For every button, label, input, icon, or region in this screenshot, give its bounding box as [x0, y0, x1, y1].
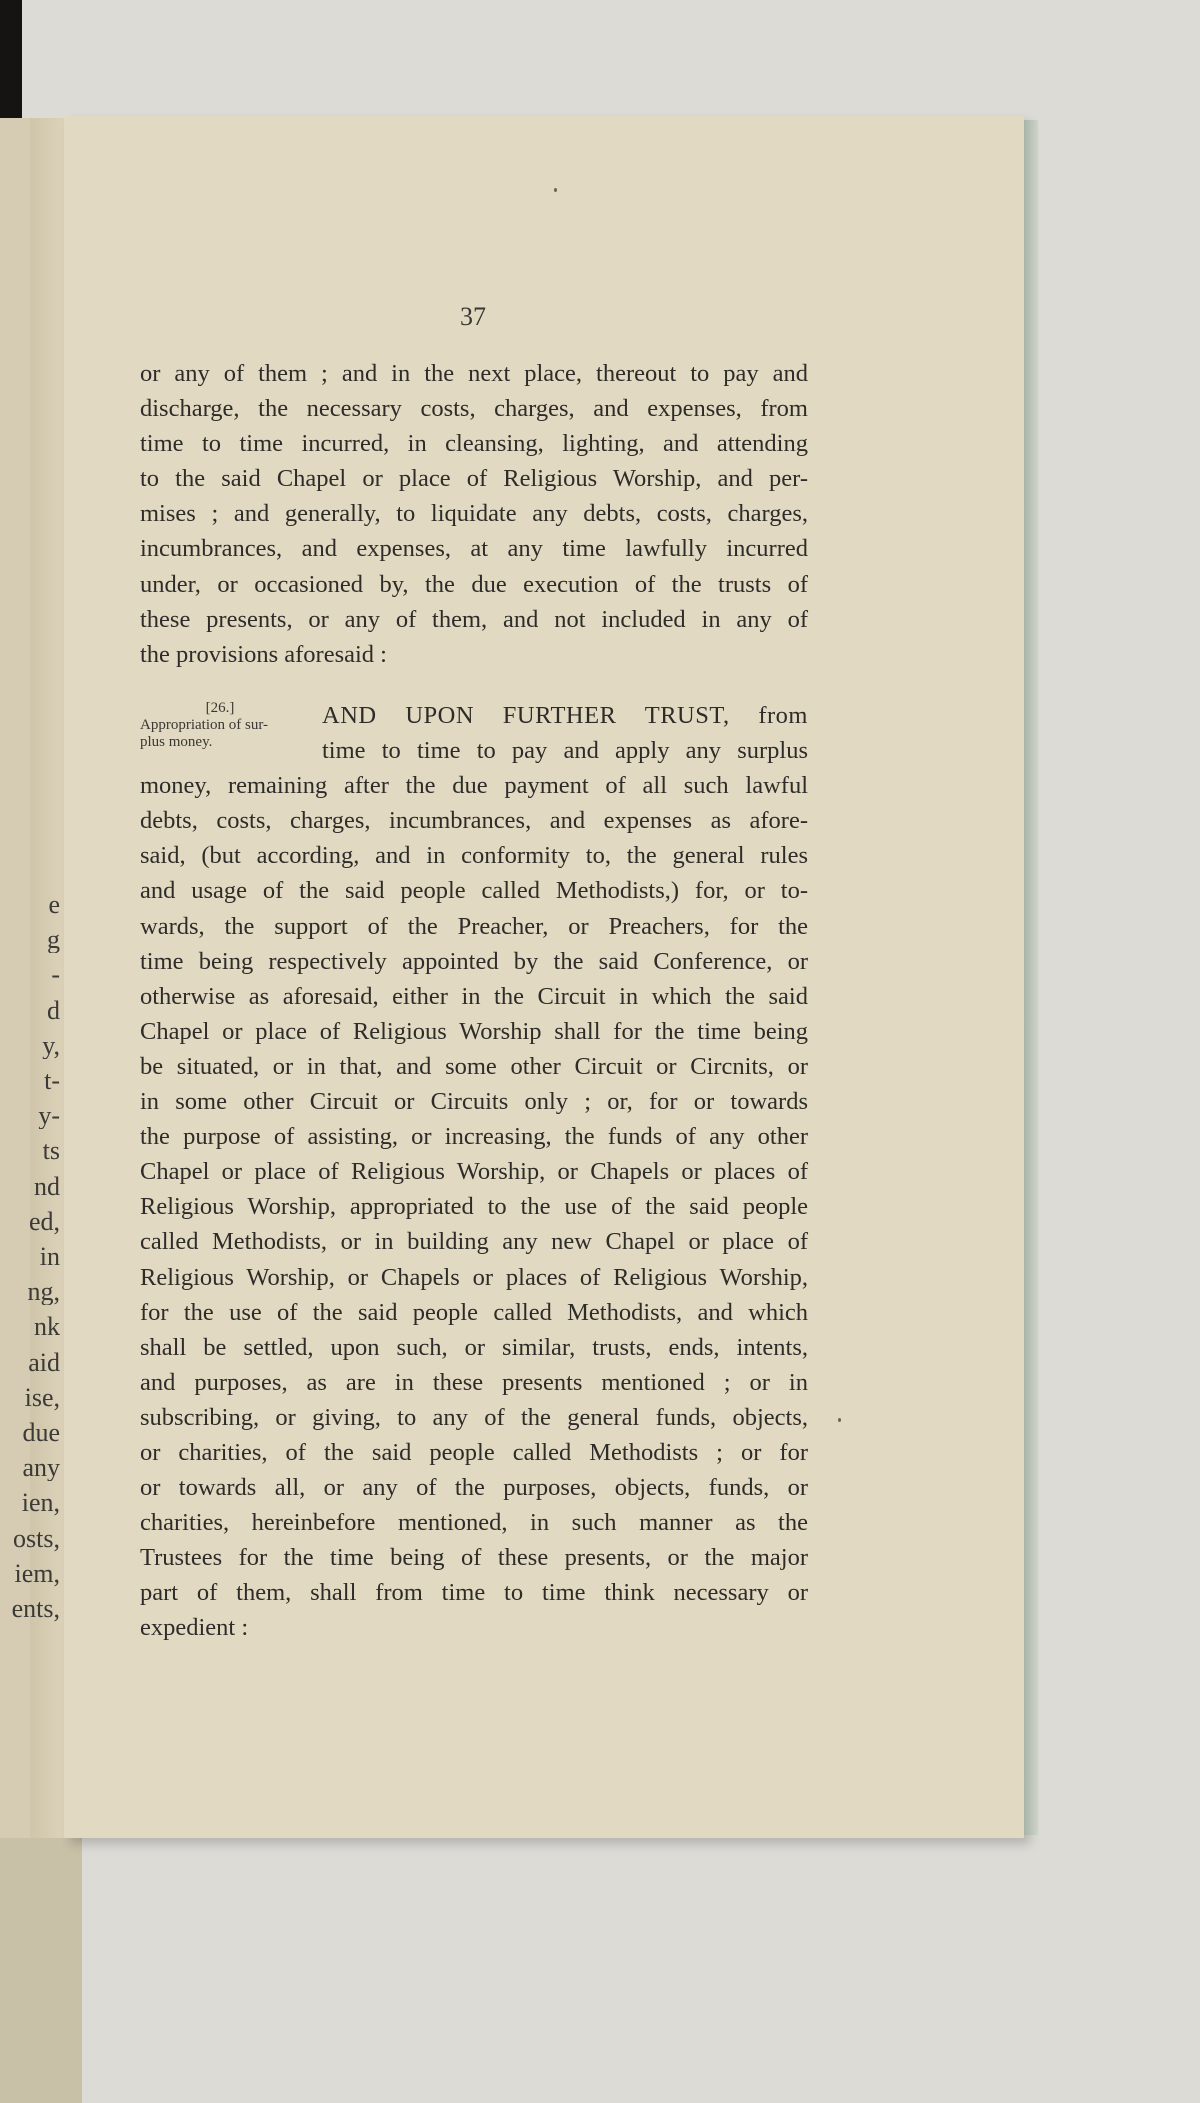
- facing-page-fragment: t-: [44, 1068, 60, 1094]
- text-line: Chapel or place of Religious Worship shall for the time being: [140, 1017, 808, 1045]
- paper-speck: [554, 188, 557, 192]
- text-line: Trustees for the time being of these presents, or the major: [140, 1544, 808, 1572]
- facing-page-fragment: e: [48, 892, 60, 918]
- text-line: in some other Circuit or Circuits only ; or, for or towards: [140, 1088, 808, 1116]
- margin-note-number: [26.]: [205, 700, 235, 716]
- text-line: the purpose of assisting, or increasing, the funds of any other: [140, 1123, 808, 1151]
- text-line: or charities, of the said people called Methodists ; or for: [140, 1438, 808, 1466]
- facing-page-fragment: d: [47, 997, 60, 1024]
- facing-page-fragment: iem,: [14, 1560, 60, 1587]
- facing-page-fragment: g: [47, 927, 60, 954]
- text-line: Religious Worship, or Chapels or places of Religious Worship,: [140, 1263, 808, 1291]
- facing-page-fragment: -: [51, 962, 60, 989]
- text-line: charities, hereinbefore mentioned, in such manner as the: [140, 1509, 808, 1537]
- facing-page-fragment: nk: [34, 1314, 60, 1341]
- text-line: part of them, shall from time to time think necessary or: [140, 1579, 808, 1607]
- facing-page-fragment: y-: [38, 1103, 60, 1130]
- text-line: the provisions aforesaid :: [140, 640, 387, 668]
- page-stack-edge: [1024, 120, 1038, 1835]
- text-line: Chapel or place of Religious Worship, or Chapels or places of: [140, 1158, 808, 1186]
- text-line: wards, the support of the Preacher, or Preachers, for the: [140, 912, 808, 940]
- text-line: to the said Chapel or place of Religious Worship, and per-: [140, 465, 808, 493]
- paper-speck: [838, 1418, 841, 1422]
- text-line: and purposes, as are in these presents mentioned ; or in: [140, 1368, 808, 1396]
- text-line: and usage of the said people called Methodists,) for, or to-: [140, 877, 808, 905]
- margin-note-line: plus money.: [140, 734, 213, 750]
- facing-page-fragment: y,: [42, 1032, 60, 1059]
- text-line: incumbrances, and expenses, at any time lawfully incurred: [140, 535, 808, 563]
- paragraph-2: [140, 698, 808, 1646]
- text-line: otherwise as aforesaid, either in the Circuit in which the said: [140, 982, 808, 1010]
- text-line: discharge, the necessary costs, charges, and expenses, from: [140, 395, 808, 423]
- dark-corner: [0, 0, 22, 120]
- text-line: or towards all, or any of the purposes, objects, funds, or: [140, 1474, 808, 1502]
- text-line: Religious Worship, appropriated to the use of the said people: [140, 1193, 808, 1221]
- text-line: subscribing, or giving, to any of the general funds, objects,: [140, 1403, 808, 1431]
- text-line: money, remaining after the due payment of all such lawful: [140, 772, 808, 800]
- paragraph-2-first-line: AND UPON FURTHER TRUST, from: [322, 702, 808, 729]
- text-line: mises ; and generally, to liquidate any debts, costs, charges,: [140, 500, 808, 528]
- text-line: under, or occasioned by, the due execution of the trusts of: [140, 570, 808, 598]
- text-line: said, (but according, and in conformity to, the general rules: [140, 842, 808, 870]
- paragraph-2-body: [140, 768, 808, 1645]
- facing-page-fragment: ien,: [21, 1490, 60, 1517]
- facing-page-fragment: ts: [42, 1138, 60, 1165]
- facing-page-fragment: ed,: [28, 1208, 60, 1235]
- text-line: expedient :: [140, 1614, 249, 1642]
- facing-page-fragment: osts,: [13, 1525, 60, 1552]
- facing-page-fragment: in: [39, 1244, 60, 1270]
- text-line: time to time incurred, in cleansing, lighting, and attending: [140, 430, 808, 458]
- page-number: 37: [460, 302, 486, 331]
- text-line: debts, costs, charges, incumbrances, and expenses as afore-: [140, 807, 808, 835]
- facing-page-fragment: ents,: [11, 1596, 60, 1622]
- margin-note-line: Appropriation of sur-: [140, 717, 269, 733]
- facing-page-fragment: any: [22, 1455, 60, 1482]
- facing-page-fragment: nd: [34, 1173, 60, 1200]
- text-line: shall be settled, upon such, or similar, trusts, ends, intents,: [140, 1333, 808, 1361]
- text-line: time being respectively appointed by the said Conference, or: [140, 947, 808, 975]
- text-line: or any of them ; and in the next place, thereout to pay and: [140, 360, 808, 387]
- facing-page-fragment: ng,: [27, 1279, 60, 1306]
- facing-page-fragment: ise,: [24, 1384, 60, 1411]
- text-line: these presents, or any of them, and not included in any of: [140, 605, 808, 633]
- paragraph-1: [140, 356, 808, 672]
- facing-page-fragment: due: [22, 1420, 60, 1446]
- text-line: be situated, or in that, and some other Circuit or Circnits, or: [140, 1052, 808, 1080]
- facing-page-fragment: aid: [28, 1349, 60, 1376]
- book-spine-strip: [0, 1838, 82, 2103]
- text-line: called Methodists, or in building any new Chapel or place of: [140, 1228, 808, 1256]
- paragraph-2-second-line: time to time to pay and apply any surplus: [322, 737, 808, 765]
- text-line: for the use of the said people called Methodists, and which: [140, 1298, 808, 1326]
